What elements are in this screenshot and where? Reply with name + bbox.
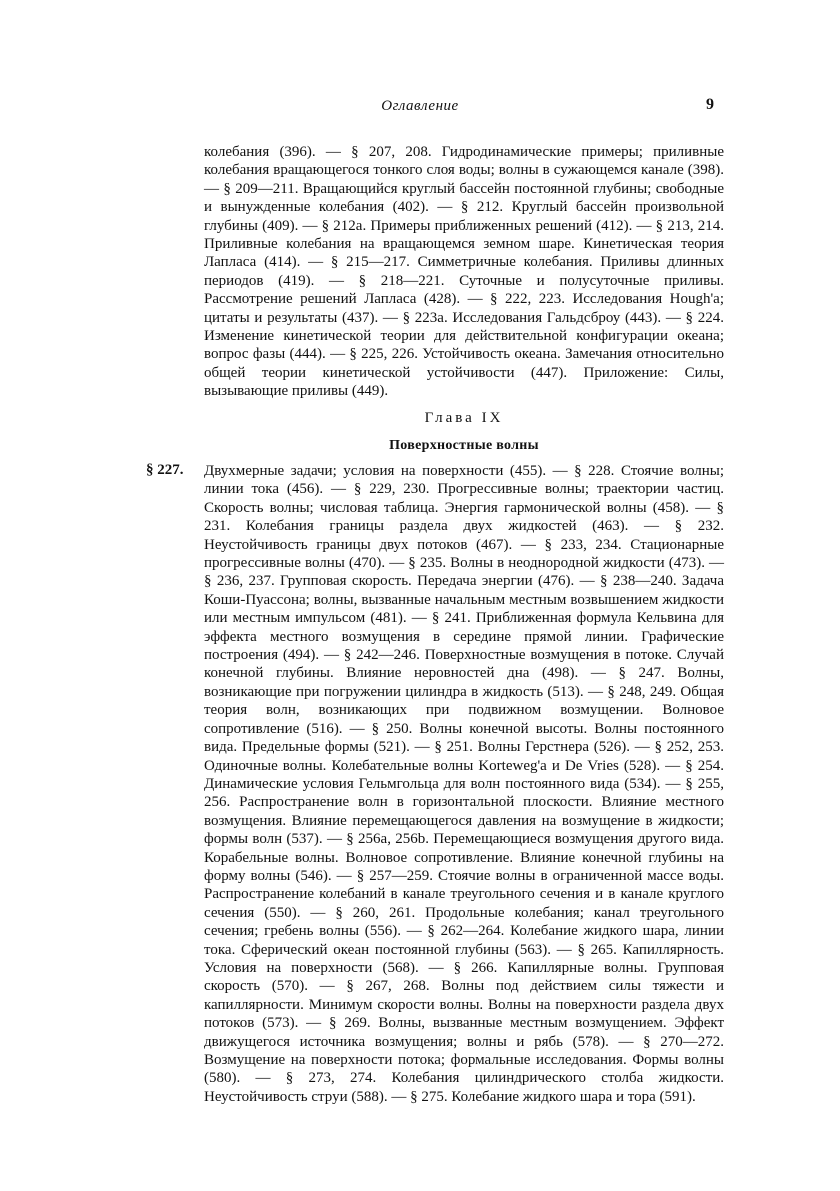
page-number: 9	[706, 96, 714, 113]
toc-paragraph-top: колебания (396). — § 207, 208. Гидродинамические примеры; приливные колебания вращающегося тонкого слоя воды; волны в сужающемся канале (398). — § 209—211. Вращающийся круглый бассейн постоянной глубины; свободные и вынужденные колебания (402). — § 212. Круглый бассейн произвольной глубины (409). — § 212a. Примеры приближенных решений (412). — § 213, 214. Приливные колебания на вращающемся земном шаре. Кинетическая теория Лапласа (414). — § 215—217. Симметричные колебания. Приливы длинных периодов (419). — § 218—221. Суточные и полусуточные приливы. Рассмотрение решений Лапласа (428). — § 222, 223. Исследования Hough'а; цитаты и результаты (437). — § 223a. Исследования Гальдсброу (443). — § 224. Изменение кинетической теории для действительной конфигурации океана; вопрос фазы (444). — § 225, 226. Устойчивость океана. Замечания относительно общей теории кинетической устойчивости (447). Приложение: Силы, вызывающие приливы (449).	[204, 144, 724, 400]
chapter-label: Глава IX	[424, 410, 504, 426]
toc-paragraph-main: Двухмерные задачи; условия на поверхности (455). — § 228. Стоячие волны; линии тока (456). — § 229, 230. Прогрессивные волны; траектории частиц. Скорость волны; числовая таблица. Энергия гармонической волны (458). — § 231. Колебания границы раздела двух жидкостей (463). — § 232. Неустойчивость границы двух потоков (467). — § 233, 234. Стационарные прогрессивные волны (470). — § 235. Волны в неоднородной жидкости (473). — § 236, 237. Групповая скорость. Передача энергии (476). — § 238—240. Задача Коши-Пуассона; волны, вызванные начальным местным возвышением жидкости или местным импульсом (481). — § 241. Приближенная формула Кельвина для эффекта местного возмущения в середине прямой линии. Графические построения (494). — § 242—246. Поверхностные возмущения в потоке. Случай конечной глубины. Влияние неровностей дна (498). — § 247. Волны, возникающие при погружении цилиндра в жидкость (513). — § 248, 249. Общая теория волн, возникающих при подвижном возмущении. Волновое сопротивление (516). — § 250. Волны конечной высоты. Волны постоянного вида. Предельные формы (521). — § 251. Волны Герстнера (526). — § 252, 253. Одиночные волны. Колебательные волны Korteweg'а и De Vries (528). — § 254. Динамические условия Гельмгольца для волн постоянного вида (534). — § 255, 256. Распространение волн в горизонтальной плоскости. Влияние местного возмущения. Влияние перемещающегося давления на возмущение в жидкости; формы волн (537). — § 256a, 256b. Перемещающиеся возмущения другого вида. Корабельные волны. Волновое сопротивление. Влияние конечной глубины на форму волны (546). — § 257—259. Стоячие волны в ограниченной массе воды. Распространение колебаний в канале треугольного сечения и в канале круглого сечения (550). — § 260, 261. Продольные колебания; канал треугольного сечения; гребень волны (556). — § 262—264. Колебание жидкого шара, линии тока. Сферический океан постоянной глубины (563). — § 265. Капиллярность. Условия на поверхности (568). — § 266. Капиллярные волны. Групповая скорость (570). — § 267, 268. Волны под действием силы тяжести и капиллярности. Минимум скорости волны. Волны на поверхности раздела двух потоков (573). — § 269. Волны, вызванные местным возмущением. Эффект движущегося источника возмущения; волны и рябь (578). — § 270—272. Возмущение на поверхности потока; формальные исследования. Формы волны (580). — § 273, 274. Колебания цилиндрического столба жидкости. Неустойчивость струи (588). — § 275. Колебание жидкого шара и тора (591).	[204, 463, 724, 1105]
section-number: § 227.	[146, 462, 184, 478]
chapter-title: Поверхностные волны	[389, 438, 539, 453]
running-header-title: Оглавление	[381, 98, 459, 114]
